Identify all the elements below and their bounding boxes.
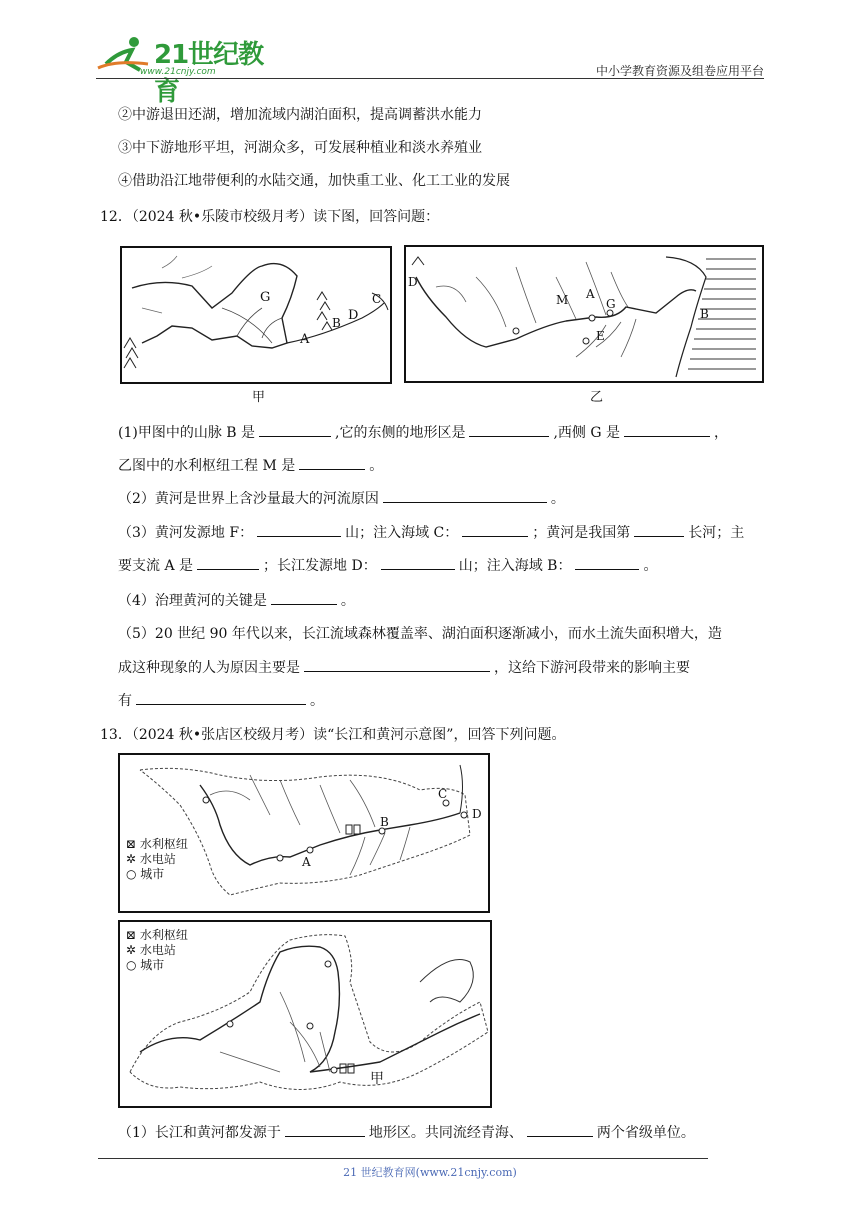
q12-part5-line2: [118, 657, 690, 678]
q12-1-text-d: ，: [714, 425, 729, 441]
q13-1-text-b: 地形区。共同流经青海、: [368, 1125, 523, 1141]
answer-blank[interactable]: [299, 455, 365, 470]
map-yi-label-g: G: [606, 297, 616, 311]
legend-city: ○ 城市: [126, 958, 165, 972]
answer-blank[interactable]: [285, 1122, 365, 1137]
map-yellow-legend: [126, 928, 188, 973]
q12-3-text-d: 长河；主: [688, 525, 745, 541]
map-yi-label-a: A: [586, 287, 595, 301]
footer-link[interactable]: 21 世纪教育网(www.21cnjy.com): [343, 1166, 517, 1179]
q12-1-text-f: 。: [369, 458, 384, 474]
q12-2-text-b: 。: [550, 491, 565, 507]
map-yangtze-label-b: B: [380, 815, 389, 829]
q12-5-text-c: ，这给下游河段带来的影响主要: [494, 660, 690, 676]
map-jia: [120, 246, 392, 384]
answer-blank[interactable]: [462, 522, 528, 537]
legend-hub-label: 水利枢纽: [139, 928, 188, 942]
answer-blank[interactable]: [304, 657, 490, 672]
option-4: ④借助沿江地带便利的水陆交通，加快重工业、化工工业的发展: [118, 173, 510, 189]
q12-1-text-e: 乙图中的水利枢纽工程 M 是: [118, 458, 296, 474]
q12-1-text-b: ,它的东侧的地形区是: [335, 425, 466, 441]
answer-blank[interactable]: [624, 422, 710, 437]
q12-1-text-c: ,西侧 G 是: [553, 425, 621, 441]
map-jia-label-c: C: [372, 292, 382, 306]
map-jia-label-b: B: [332, 316, 341, 330]
page-header: [96, 30, 764, 107]
map-yangtze-label-a: A: [302, 855, 311, 869]
map-yi-label-d: D: [408, 275, 418, 289]
answer-blank[interactable]: [383, 488, 547, 503]
map-yi-label-b: B: [700, 307, 709, 321]
map-yi-label-e: E: [596, 329, 605, 343]
map-yangtze-legend: [126, 837, 188, 882]
q12-5-text-d: 有: [118, 693, 132, 709]
answer-blank[interactable]: [634, 522, 684, 537]
q12-3-text-b: 山；注入海域 C：: [345, 525, 459, 541]
answer-blank[interactable]: [259, 422, 331, 437]
q12-part4: [118, 590, 355, 611]
option-3: ③中下游地形平坦，河湖众多，可发展种植业和淡水养殖业: [118, 140, 482, 156]
q12-3-text-h: 。: [643, 558, 658, 574]
map-yangtze-label-d: D: [472, 807, 482, 821]
map-yi-label-m: M: [556, 293, 569, 307]
question-12-title: 12．（2024 秋•乐陵市校级月考）读下图，回答问题：: [100, 209, 440, 225]
q13-1-text-a: （1）长江和黄河都发源于: [118, 1125, 281, 1141]
map-jia-label-a: A: [300, 332, 310, 347]
legend-station-label: 水电站: [139, 852, 176, 866]
legend-city-label: 城市: [140, 867, 165, 881]
q12-part2: [118, 488, 565, 509]
q12-part5-line3: [118, 690, 324, 711]
answer-blank[interactable]: [136, 690, 306, 705]
q12-3-text-e: 要支流 A 是: [118, 558, 194, 574]
answer-blank[interactable]: [197, 555, 259, 570]
q12-4-text-b: 。: [340, 593, 355, 609]
answer-blank[interactable]: [575, 555, 639, 570]
answer-blank[interactable]: [271, 590, 337, 605]
legend-city-label: 城市: [140, 958, 165, 972]
q12-5-text-b: 成这种现象的人为原因主要是: [118, 660, 300, 676]
map-yangtze-drawing: [120, 755, 488, 911]
legend-station: ✲ 水电站: [126, 852, 176, 866]
q12-1-text-a: (1)甲图中的山脉 B 是: [118, 425, 256, 441]
map-jia-label-g: G: [260, 290, 271, 305]
q12-part3-line2: [118, 555, 657, 576]
q13-1-text-c: 两个省级单位。: [596, 1125, 695, 1141]
legend-city: ○ 城市: [126, 867, 165, 881]
q12-part1-line2: [118, 455, 383, 476]
map-jia-caption: 甲: [252, 390, 266, 405]
map-yangtze: [118, 753, 490, 913]
map-yellow-river: [118, 920, 492, 1108]
q12-3-text-a: （3）黄河发源地 F：: [118, 525, 254, 541]
q12-part5-line1: （5）20 世纪 90 年代以来，长江流域森林覆盖率、湖泊面积逐渐减小，而水土流失面积增大，造: [118, 626, 722, 642]
legend-station: ✲ 水电站: [126, 943, 176, 957]
q12-3-text-f: ；长江发源地 D：: [263, 558, 377, 574]
q12-3-text-g: 山；注入海域 B：: [458, 558, 572, 574]
answer-blank[interactable]: [381, 555, 455, 570]
q12-part1-line1: [118, 422, 728, 443]
q13-part1: [118, 1122, 695, 1143]
site-logo: [96, 34, 266, 107]
logo-url: www.21cnjy.com: [140, 67, 216, 77]
q12-part3-line1: [118, 522, 744, 543]
header-divider: [96, 78, 764, 79]
answer-blank[interactable]: [469, 422, 549, 437]
logo-text: 21世纪教育: [154, 40, 264, 107]
q12-5-text-e: 。: [310, 693, 324, 709]
answer-blank[interactable]: [527, 1122, 593, 1137]
map-yellow-label-jia: 甲: [370, 1071, 384, 1087]
platform-title: 中小学教育资源及组卷应用平台: [595, 64, 764, 78]
map-jia-label-d: D: [348, 308, 359, 323]
answer-blank[interactable]: [257, 522, 341, 537]
legend-hub: ⊠ 水利枢纽: [126, 837, 188, 851]
question-13-title: 13．（2024 秋•张店区校级月考）读“长江和黄河示意图”，回答下列问题。: [100, 727, 566, 743]
footer-divider: [98, 1158, 708, 1159]
q12-2-text-a: （2）黄河是世界上含沙量最大的河流原因: [118, 491, 379, 507]
q12-4-text-a: （4）治理黄河的关键是: [118, 593, 267, 609]
option-2: ②中游退田还湖，增加流域内湖泊面积，提高调蓄洪水能力: [118, 107, 482, 123]
map-yi: [404, 245, 764, 383]
map-yi-caption: 乙: [590, 390, 604, 405]
legend-station-label: 水电站: [139, 943, 176, 957]
legend-hub: ⊠ 水利枢纽: [126, 928, 188, 942]
map-yangtze-label-c: C: [438, 787, 448, 801]
legend-hub-label: 水利枢纽: [139, 837, 188, 851]
q12-3-text-c: ；黄河是我国第: [532, 525, 631, 541]
